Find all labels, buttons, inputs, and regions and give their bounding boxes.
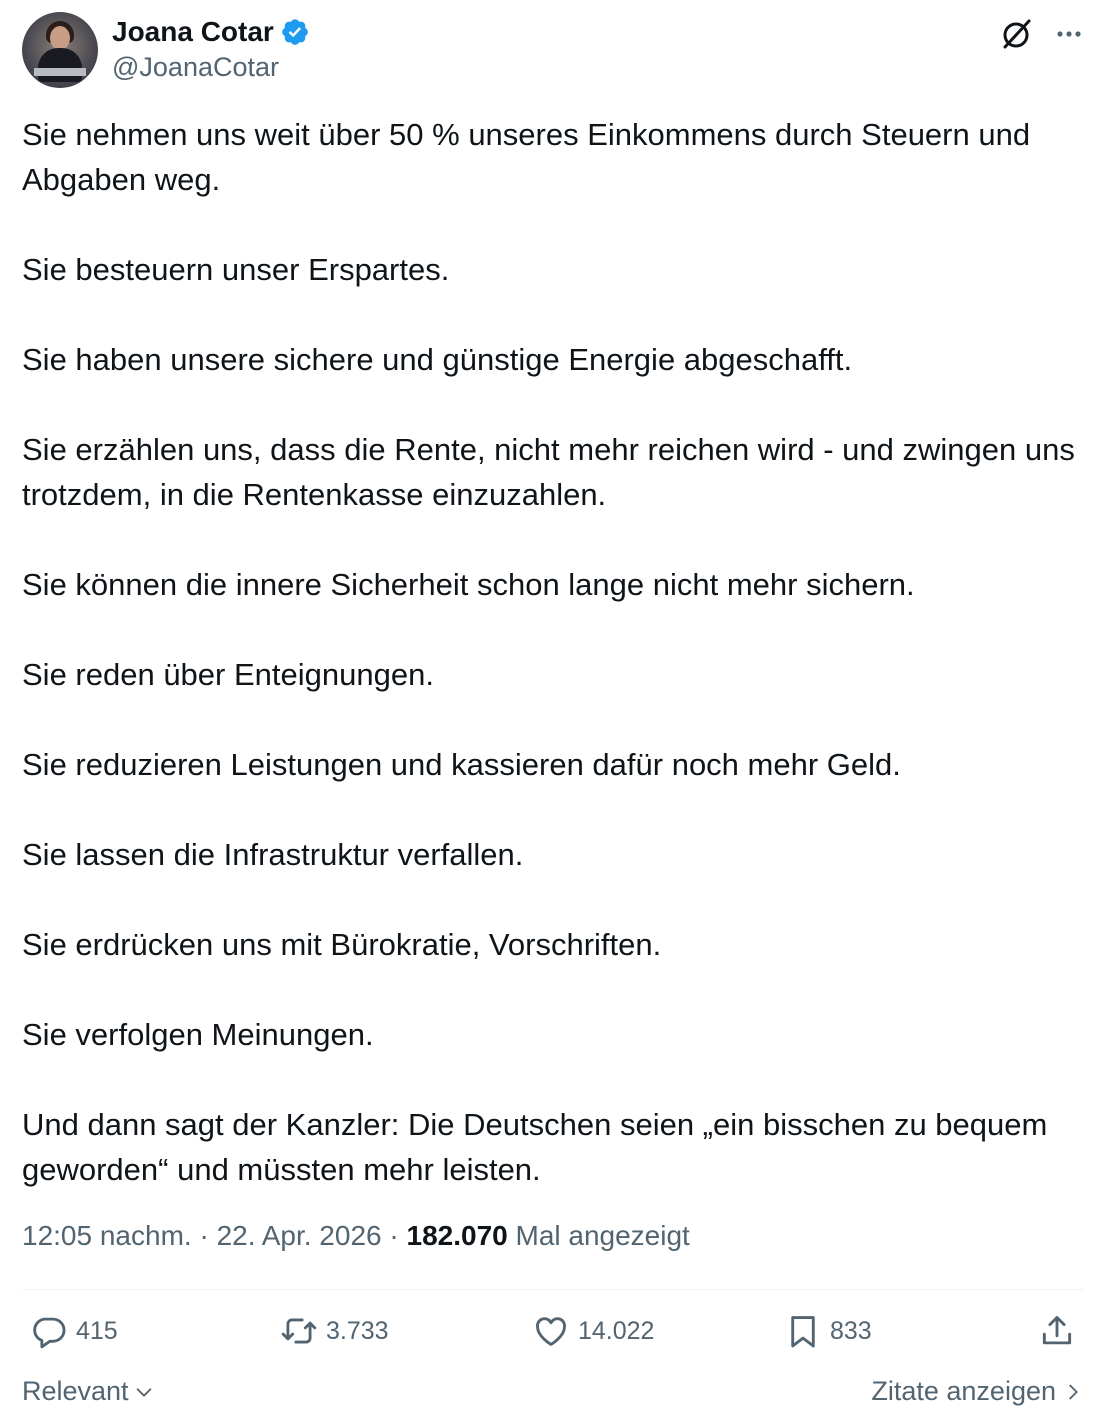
tweet-text: Sie nehmen uns weit über 50 % unseres Einkommens durch Steuern und Abgaben weg. Sie besteuern unser Erspartes. Sie haben unsere sichere und günstige Energie abgeschafft. Sie erzählen uns, dass die Rente, nicht mehr reichen wird - und zwingen uns trotzdem, in die Rentenkasse einzuzahlen. Sie können die innere Sicherheit schon lange nicht mehr sichern. Sie reden über Enteignungen. Sie reduzieren Leistungen und kassieren dafür noch mehr Geld. Sie lassen die Infrastruktur verfallen. Sie erdrücken uns mit Bürokratie, Vorschriften. Sie verfolgen Meinungen. Und dann sagt der Kanzler: Die Deutschen seien „ein bisschen zu bequem geworden“ und müssten mehr leisten.	[22, 117, 1075, 1187]
like-count: 14.022	[578, 1316, 655, 1345]
like-button[interactable]	[532, 1312, 654, 1350]
retweet-button[interactable]	[280, 1312, 389, 1350]
bookmark-icon	[784, 1312, 822, 1350]
meta-separator: ·	[191, 1220, 217, 1251]
tweet-date[interactable]: 22. Apr. 2026	[216, 1220, 382, 1251]
retweet-icon	[280, 1312, 318, 1350]
views-count[interactable]: 182.070	[406, 1220, 508, 1251]
heart-icon	[532, 1312, 570, 1350]
tweet-meta	[22, 1220, 690, 1252]
tweet-footer	[22, 1376, 1084, 1416]
action-bar	[22, 1312, 1084, 1360]
name-row	[112, 14, 310, 50]
views-label: Mal angezeigt	[507, 1220, 690, 1251]
chevron-right-icon	[1062, 1381, 1084, 1403]
view-quotes-link[interactable]	[871, 1376, 1084, 1407]
tweet-header	[22, 12, 1084, 88]
user-handle[interactable]: @JoanaCotar	[112, 52, 279, 82]
sort-dropdown[interactable]	[22, 1376, 155, 1407]
meta-separator-2: ·	[381, 1220, 407, 1251]
more-options-icon[interactable]	[1054, 19, 1084, 49]
sort-label: Relevant	[22, 1376, 129, 1406]
grok-icon[interactable]	[998, 16, 1034, 52]
avatar[interactable]	[22, 12, 98, 88]
share-button[interactable]	[1038, 1312, 1076, 1350]
display-name[interactable]: Joana Cotar	[112, 16, 274, 47]
reply-count: 415	[76, 1316, 118, 1345]
retweet-count: 3.733	[326, 1316, 389, 1345]
verified-badge-icon[interactable]	[280, 17, 310, 47]
share-icon	[1038, 1312, 1076, 1350]
tweet-time[interactable]: 12:05 nachm.	[22, 1220, 192, 1251]
reply-button[interactable]	[30, 1312, 118, 1350]
bookmark-count: 833	[830, 1316, 872, 1345]
divider	[22, 1289, 1084, 1290]
reply-icon	[30, 1312, 68, 1350]
header-actions	[998, 16, 1084, 52]
bookmark-button[interactable]	[784, 1312, 872, 1350]
chevron-down-icon	[133, 1381, 155, 1403]
quotes-label: Zitate anzeigen	[871, 1376, 1056, 1406]
